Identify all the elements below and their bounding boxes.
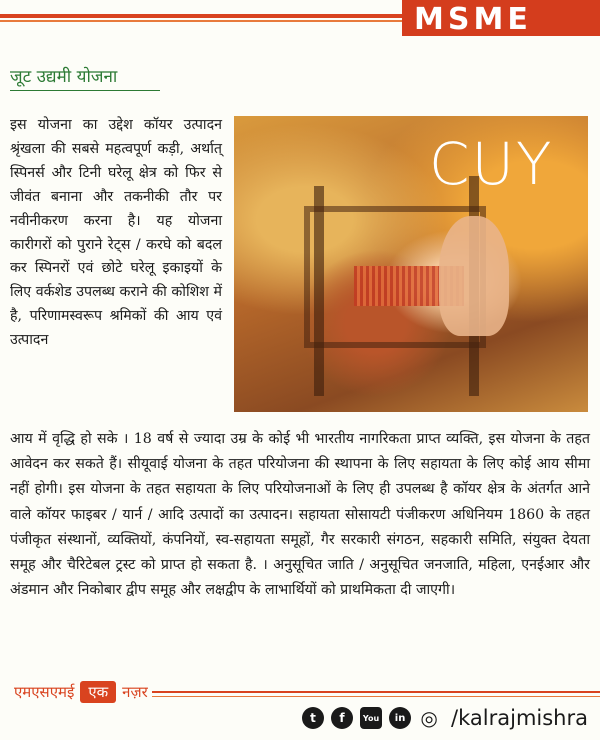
article-paragraph-bottom: आय में वृद्धि हो सके । 18 वर्ष से ज्यादा उम्र के कोई भी भारतीय नागरिकता प्राप्त व्यक्ति, इस योजना के तहत आवेदन कर सकते हैं। सीयूवाई योजना के तहत परियोजना की स्थापना के लिए सहायता के लिए कोई आय सीमा नहीं होगी। इस योजना के तहत सहायता के लिए परियोजनाओं के लिए ही उपलब्ध है कॉयर क्षेत्र के अंतर्गत आने वाले कॉयर फाइबर / यार्न / आदि उत्पादों का उत्पादन। सहायता सोसायटी पंजीकरण अधिनियम 1860 के तहत पंजीकृत संस्थानों, व्यक्तियों, कंपनियों, स्व-सहायता समूहों, गैर सरकारी संगठन, सहकारी समिति, संयुक्त देयता समूह और चैरिटेबल ट्रस्ट को प्राप्त हो सकता है. । अनुसूचित जाति / अनुसूचित जनजाति, महिला, एनईआर और अंडमान और निकोबार द्वीप समूह और लक्षद्वीप के लाभार्थियों को प्राथमिकता दी जाएगी।	[10, 431, 590, 599]
heading-underline	[10, 90, 160, 91]
weaver-figure	[439, 216, 509, 336]
footer-ek-badge: एक	[80, 681, 116, 703]
footer-msme-text: एमएसएमई	[14, 683, 75, 701]
linkedin-icon[interactable]: in	[389, 707, 411, 729]
photo-cuy-label: CUY	[429, 130, 554, 198]
top-banner	[0, 0, 600, 36]
youtube-icon[interactable]: You	[360, 707, 382, 729]
facebook-icon[interactable]: f	[331, 707, 353, 729]
social-links	[302, 706, 588, 730]
top-rule	[0, 14, 410, 18]
footer-nazar-text: नज़र	[122, 683, 148, 701]
footer-msme-tag	[0, 680, 152, 704]
social-handle[interactable]: /kalrajmishra	[451, 706, 588, 730]
instagram-icon[interactable]: ◎	[420, 706, 438, 730]
twitter-icon[interactable]: t	[302, 707, 324, 729]
top-rule-thin	[0, 20, 410, 22]
article-heading: जूट उद्यमी योजना	[10, 67, 118, 87]
weaving-loom-photo	[234, 116, 588, 412]
msme-logo: MSME	[414, 2, 532, 37]
article-paragraph-top: इस योजना का उद्देश कॉयर उत्पादन श्रृंखला की सबसे महत्वपूर्ण कड़ी, अर्थात् स्पिनर्स और टिनी घरेलू क्षेत्र को फिर से जीवंत बनाना और तकनीकी तौर पर नवीनीकरण करना है। यह योजना कारीगरों को पुराने रेट्स / करघे को बदल कर स्पिनरों एवं छोटे घरेलू इकाइयों के लिए वर्कशेड उपलब्ध कराने की कोशिश में है, परिणामस्वरूप श्रमिकों की आय एवं उत्पादन	[10, 117, 222, 349]
